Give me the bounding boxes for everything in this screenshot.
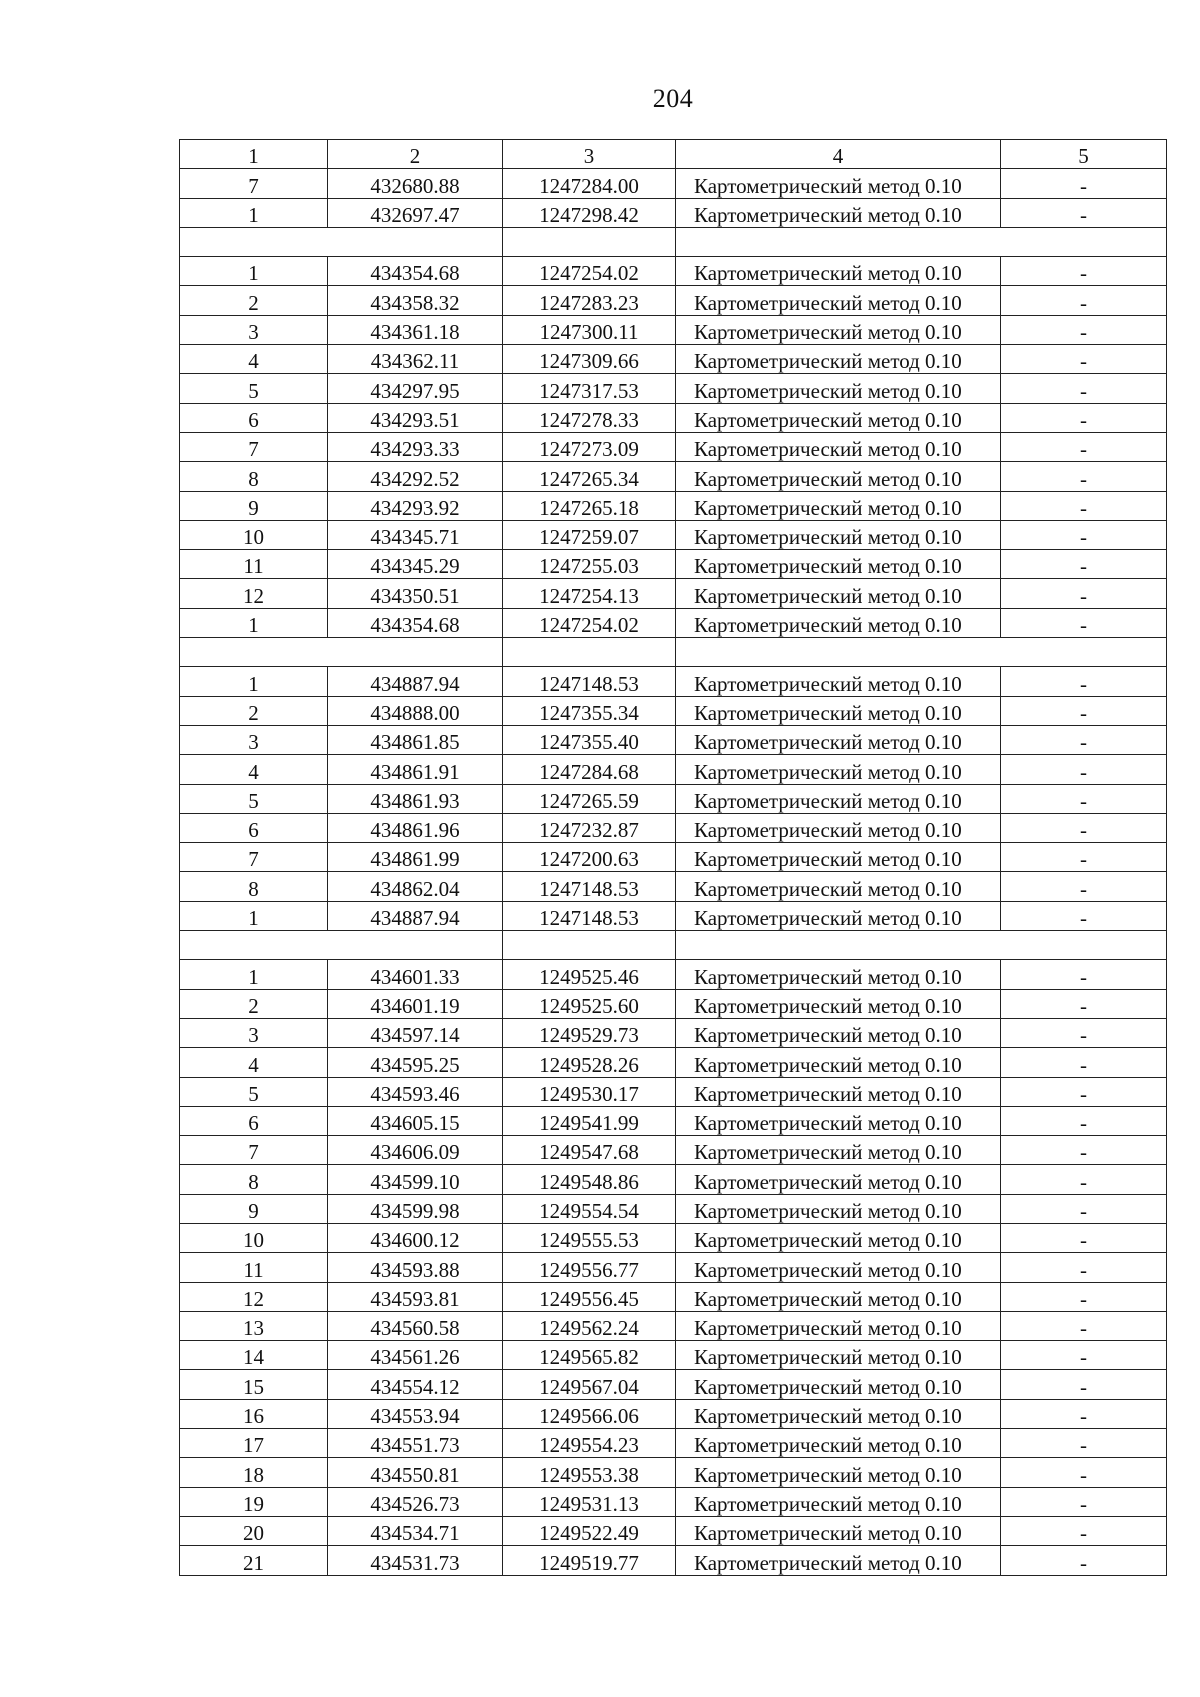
- method-cell: Картометрический метод 0.10: [676, 491, 1001, 520]
- y-coordinate-cell: 1247298.42: [503, 198, 676, 227]
- accuracy-cell: -: [1001, 579, 1167, 608]
- accuracy-cell: -: [1001, 1399, 1167, 1428]
- method-cell: Картометрический метод 0.10: [676, 784, 1001, 813]
- point-number-cell: 6: [180, 1106, 328, 1135]
- x-coordinate-cell: 434354.68: [328, 608, 503, 637]
- x-coordinate-cell: 434600.12: [328, 1223, 503, 1252]
- method-cell: Картометрический метод 0.10: [676, 813, 1001, 842]
- method-cell: Картометрический метод 0.10: [676, 960, 1001, 989]
- y-coordinate-cell: 1247148.53: [503, 901, 676, 930]
- y-coordinate-cell: 1247284.00: [503, 169, 676, 198]
- method-cell: Картометрический метод 0.10: [676, 1458, 1001, 1487]
- method-cell: Картометрический метод 0.10: [676, 755, 1001, 784]
- accuracy-cell: -: [1001, 872, 1167, 901]
- table-row: [180, 257, 1167, 286]
- table-header-row: [180, 140, 1167, 169]
- column-header: 2: [328, 140, 503, 169]
- x-coordinate-cell: 434599.98: [328, 1194, 503, 1223]
- point-number-cell: 12: [180, 579, 328, 608]
- empty-cell: [1001, 638, 1167, 667]
- point-number-cell: 3: [180, 315, 328, 344]
- method-cell: Картометрический метод 0.10: [676, 901, 1001, 930]
- y-coordinate-cell: 1247259.07: [503, 520, 676, 549]
- table-row: [180, 198, 1167, 227]
- empty-cell: [676, 227, 1001, 256]
- point-number-cell: 2: [180, 989, 328, 1018]
- accuracy-cell: -: [1001, 843, 1167, 872]
- y-coordinate-cell: 1249562.24: [503, 1311, 676, 1340]
- point-number-cell: 8: [180, 1165, 328, 1194]
- table-row: [180, 1136, 1167, 1165]
- empty-cell: [180, 638, 328, 667]
- method-cell: Картометрический метод 0.10: [676, 1048, 1001, 1077]
- table-row: [180, 345, 1167, 374]
- empty-cell: [180, 227, 328, 256]
- method-cell: Картометрический метод 0.10: [676, 315, 1001, 344]
- method-cell: Картометрический метод 0.10: [676, 1341, 1001, 1370]
- empty-cell: [676, 931, 1001, 960]
- table-row: [180, 1311, 1167, 1340]
- point-number-cell: 4: [180, 755, 328, 784]
- x-coordinate-cell: 432697.47: [328, 198, 503, 227]
- y-coordinate-cell: 1247232.87: [503, 813, 676, 842]
- method-cell: Картометрический метод 0.10: [676, 1136, 1001, 1165]
- point-number-cell: 5: [180, 784, 328, 813]
- table-row: [180, 1458, 1167, 1487]
- accuracy-cell: -: [1001, 1282, 1167, 1311]
- y-coordinate-cell: 1249528.26: [503, 1048, 676, 1077]
- x-coordinate-cell: 434887.94: [328, 901, 503, 930]
- x-coordinate-cell: 434292.52: [328, 462, 503, 491]
- x-coordinate-cell: 434861.91: [328, 755, 503, 784]
- accuracy-cell: -: [1001, 1223, 1167, 1252]
- point-number-cell: 1: [180, 198, 328, 227]
- table-row: [180, 1370, 1167, 1399]
- x-coordinate-cell: 434861.85: [328, 725, 503, 754]
- block-separator-row: [180, 638, 1167, 667]
- point-number-cell: 5: [180, 1077, 328, 1106]
- block-separator-row: [180, 931, 1167, 960]
- accuracy-cell: -: [1001, 1487, 1167, 1516]
- table-row: [180, 1341, 1167, 1370]
- x-coordinate-cell: 434345.29: [328, 550, 503, 579]
- y-coordinate-cell: 1247265.18: [503, 491, 676, 520]
- table-row: [180, 784, 1167, 813]
- x-coordinate-cell: 434560.58: [328, 1311, 503, 1340]
- x-coordinate-cell: 434293.33: [328, 432, 503, 461]
- method-cell: Картометрический метод 0.10: [676, 1223, 1001, 1252]
- point-number-cell: 11: [180, 550, 328, 579]
- method-cell: Картометрический метод 0.10: [676, 432, 1001, 461]
- table-row: [180, 286, 1167, 315]
- table-row: [180, 1194, 1167, 1223]
- table-row: [180, 169, 1167, 198]
- table-row: [180, 1165, 1167, 1194]
- accuracy-cell: -: [1001, 901, 1167, 930]
- point-number-cell: 4: [180, 1048, 328, 1077]
- method-cell: Картометрический метод 0.10: [676, 520, 1001, 549]
- point-number-cell: 1: [180, 960, 328, 989]
- accuracy-cell: -: [1001, 1136, 1167, 1165]
- y-coordinate-cell: 1249556.45: [503, 1282, 676, 1311]
- point-number-cell: 19: [180, 1487, 328, 1516]
- accuracy-cell: -: [1001, 784, 1167, 813]
- point-number-cell: 16: [180, 1399, 328, 1428]
- column-header: 5: [1001, 140, 1167, 169]
- y-coordinate-cell: 1249565.82: [503, 1341, 676, 1370]
- accuracy-cell: -: [1001, 1370, 1167, 1399]
- y-coordinate-cell: 1247283.23: [503, 286, 676, 315]
- table-row: [180, 1429, 1167, 1458]
- y-coordinate-cell: 1249519.77: [503, 1546, 676, 1575]
- accuracy-cell: -: [1001, 1194, 1167, 1223]
- empty-cell: [1001, 931, 1167, 960]
- table-row: [180, 667, 1167, 696]
- y-coordinate-cell: 1247254.02: [503, 608, 676, 637]
- y-coordinate-cell: 1249541.99: [503, 1106, 676, 1135]
- x-coordinate-cell: 434554.12: [328, 1370, 503, 1399]
- method-cell: Картометрический метод 0.10: [676, 374, 1001, 403]
- table-row: [180, 1077, 1167, 1106]
- accuracy-cell: -: [1001, 169, 1167, 198]
- method-cell: Картометрический метод 0.10: [676, 1194, 1001, 1223]
- point-number-cell: 1: [180, 667, 328, 696]
- point-number-cell: 12: [180, 1282, 328, 1311]
- y-coordinate-cell: 1249554.23: [503, 1429, 676, 1458]
- table-row: [180, 1018, 1167, 1047]
- method-cell: Картометрический метод 0.10: [676, 1165, 1001, 1194]
- table-row: [180, 843, 1167, 872]
- x-coordinate-cell: 434297.95: [328, 374, 503, 403]
- x-coordinate-cell: 434862.04: [328, 872, 503, 901]
- table-row: [180, 1106, 1167, 1135]
- accuracy-cell: -: [1001, 491, 1167, 520]
- y-coordinate-cell: 1249554.54: [503, 1194, 676, 1223]
- point-number-cell: 20: [180, 1516, 328, 1545]
- y-coordinate-cell: 1247273.09: [503, 432, 676, 461]
- x-coordinate-cell: 434561.26: [328, 1341, 503, 1370]
- accuracy-cell: -: [1001, 1546, 1167, 1575]
- accuracy-cell: -: [1001, 462, 1167, 491]
- x-coordinate-cell: 434601.33: [328, 960, 503, 989]
- x-coordinate-cell: 434599.10: [328, 1165, 503, 1194]
- y-coordinate-cell: 1247300.11: [503, 315, 676, 344]
- point-number-cell: 2: [180, 696, 328, 725]
- y-coordinate-cell: 1247278.33: [503, 403, 676, 432]
- point-number-cell: 7: [180, 1136, 328, 1165]
- y-coordinate-cell: 1249530.17: [503, 1077, 676, 1106]
- method-cell: Картометрический метод 0.10: [676, 1370, 1001, 1399]
- x-coordinate-cell: 434361.18: [328, 315, 503, 344]
- table-row: [180, 696, 1167, 725]
- table-row: [180, 520, 1167, 549]
- accuracy-cell: -: [1001, 960, 1167, 989]
- empty-cell: [503, 227, 676, 256]
- point-number-cell: 6: [180, 403, 328, 432]
- point-number-cell: 8: [180, 872, 328, 901]
- point-number-cell: 14: [180, 1341, 328, 1370]
- y-coordinate-cell: 1249566.06: [503, 1399, 676, 1428]
- y-coordinate-cell: 1247284.68: [503, 755, 676, 784]
- table-row: [180, 550, 1167, 579]
- accuracy-cell: -: [1001, 1429, 1167, 1458]
- y-coordinate-cell: 1247255.03: [503, 550, 676, 579]
- x-coordinate-cell: 434350.51: [328, 579, 503, 608]
- x-coordinate-cell: 434601.19: [328, 989, 503, 1018]
- empty-cell: [503, 638, 676, 667]
- method-cell: Картометрический метод 0.10: [676, 1311, 1001, 1340]
- method-cell: Картометрический метод 0.10: [676, 403, 1001, 432]
- table-row: [180, 491, 1167, 520]
- table-row: [180, 989, 1167, 1018]
- table-row: [180, 432, 1167, 461]
- accuracy-cell: -: [1001, 755, 1167, 784]
- x-coordinate-cell: 434526.73: [328, 1487, 503, 1516]
- accuracy-cell: -: [1001, 374, 1167, 403]
- method-cell: Картометрический метод 0.10: [676, 286, 1001, 315]
- accuracy-cell: -: [1001, 1048, 1167, 1077]
- x-coordinate-cell: 434362.11: [328, 345, 503, 374]
- point-number-cell: 9: [180, 1194, 328, 1223]
- y-coordinate-cell: 1247148.53: [503, 872, 676, 901]
- x-coordinate-cell: 434531.73: [328, 1546, 503, 1575]
- empty-cell: [328, 227, 503, 256]
- x-coordinate-cell: 434861.93: [328, 784, 503, 813]
- method-cell: Картометрический метод 0.10: [676, 843, 1001, 872]
- method-cell: Картометрический метод 0.10: [676, 169, 1001, 198]
- point-number-cell: 3: [180, 725, 328, 754]
- point-number-cell: 10: [180, 1223, 328, 1252]
- table-row: [180, 1048, 1167, 1077]
- point-number-cell: 3: [180, 1018, 328, 1047]
- accuracy-cell: -: [1001, 1311, 1167, 1340]
- point-number-cell: 11: [180, 1253, 328, 1282]
- y-coordinate-cell: 1249548.86: [503, 1165, 676, 1194]
- accuracy-cell: -: [1001, 725, 1167, 754]
- table-row: [180, 960, 1167, 989]
- method-cell: Картометрический метод 0.10: [676, 345, 1001, 374]
- table-row: [180, 1546, 1167, 1575]
- accuracy-cell: -: [1001, 813, 1167, 842]
- column-header: 4: [676, 140, 1001, 169]
- y-coordinate-cell: 1247317.53: [503, 374, 676, 403]
- point-number-cell: 1: [180, 901, 328, 930]
- accuracy-cell: -: [1001, 667, 1167, 696]
- accuracy-cell: -: [1001, 315, 1167, 344]
- x-coordinate-cell: 434550.81: [328, 1458, 503, 1487]
- method-cell: Картометрический метод 0.10: [676, 1487, 1001, 1516]
- x-coordinate-cell: 434358.32: [328, 286, 503, 315]
- x-coordinate-cell: 434888.00: [328, 696, 503, 725]
- table-row: [180, 901, 1167, 930]
- empty-cell: [503, 931, 676, 960]
- x-coordinate-cell: 434534.71: [328, 1516, 503, 1545]
- method-cell: Картометрический метод 0.10: [676, 462, 1001, 491]
- accuracy-cell: -: [1001, 550, 1167, 579]
- x-coordinate-cell: 434293.92: [328, 491, 503, 520]
- method-cell: Картометрический метод 0.10: [676, 608, 1001, 637]
- accuracy-cell: -: [1001, 989, 1167, 1018]
- x-coordinate-cell: 434553.94: [328, 1399, 503, 1428]
- accuracy-cell: -: [1001, 1018, 1167, 1047]
- method-cell: Картометрический метод 0.10: [676, 1018, 1001, 1047]
- column-header: 3: [503, 140, 676, 169]
- x-coordinate-cell: 434605.15: [328, 1106, 503, 1135]
- table-row: [180, 374, 1167, 403]
- y-coordinate-cell: 1247309.66: [503, 345, 676, 374]
- point-number-cell: 7: [180, 432, 328, 461]
- column-header: 1: [180, 140, 328, 169]
- x-coordinate-cell: 434597.14: [328, 1018, 503, 1047]
- y-coordinate-cell: 1249556.77: [503, 1253, 676, 1282]
- empty-cell: [328, 931, 503, 960]
- point-number-cell: 15: [180, 1370, 328, 1399]
- accuracy-cell: -: [1001, 198, 1167, 227]
- y-coordinate-cell: 1249553.38: [503, 1458, 676, 1487]
- method-cell: Картометрический метод 0.10: [676, 257, 1001, 286]
- point-number-cell: 7: [180, 169, 328, 198]
- y-coordinate-cell: 1247265.34: [503, 462, 676, 491]
- empty-cell: [1001, 227, 1167, 256]
- x-coordinate-cell: 434551.73: [328, 1429, 503, 1458]
- point-number-cell: 2: [180, 286, 328, 315]
- method-cell: Картометрический метод 0.10: [676, 1282, 1001, 1311]
- method-cell: Картометрический метод 0.10: [676, 579, 1001, 608]
- point-number-cell: 4: [180, 345, 328, 374]
- y-coordinate-cell: 1247265.59: [503, 784, 676, 813]
- method-cell: Картометрический метод 0.10: [676, 1106, 1001, 1135]
- point-number-cell: 17: [180, 1429, 328, 1458]
- table-row: [180, 1253, 1167, 1282]
- table-row: [180, 1399, 1167, 1428]
- y-coordinate-cell: 1249555.53: [503, 1223, 676, 1252]
- method-cell: Картометрический метод 0.10: [676, 1077, 1001, 1106]
- y-coordinate-cell: 1249525.46: [503, 960, 676, 989]
- x-coordinate-cell: 432680.88: [328, 169, 503, 198]
- table-row: [180, 813, 1167, 842]
- point-number-cell: 6: [180, 813, 328, 842]
- accuracy-cell: -: [1001, 345, 1167, 374]
- table-row: [180, 608, 1167, 637]
- method-cell: Картометрический метод 0.10: [676, 1429, 1001, 1458]
- method-cell: Картометрический метод 0.10: [676, 872, 1001, 901]
- method-cell: Картометрический метод 0.10: [676, 667, 1001, 696]
- y-coordinate-cell: 1247355.34: [503, 696, 676, 725]
- y-coordinate-cell: 1249547.68: [503, 1136, 676, 1165]
- x-coordinate-cell: 434606.09: [328, 1136, 503, 1165]
- method-cell: Картометрический метод 0.10: [676, 1516, 1001, 1545]
- page-number: 204: [652, 84, 694, 113]
- y-coordinate-cell: 1249529.73: [503, 1018, 676, 1047]
- point-number-cell: 5: [180, 374, 328, 403]
- table-row: [180, 579, 1167, 608]
- accuracy-cell: -: [1001, 1106, 1167, 1135]
- point-number-cell: 18: [180, 1458, 328, 1487]
- block-separator-row: [180, 227, 1167, 256]
- y-coordinate-cell: 1249567.04: [503, 1370, 676, 1399]
- x-coordinate-cell: 434593.88: [328, 1253, 503, 1282]
- table-row: [180, 872, 1167, 901]
- accuracy-cell: -: [1001, 1458, 1167, 1487]
- y-coordinate-cell: 1247254.13: [503, 579, 676, 608]
- table-row: [180, 1223, 1167, 1252]
- accuracy-cell: -: [1001, 257, 1167, 286]
- y-coordinate-cell: 1247355.40: [503, 725, 676, 754]
- y-coordinate-cell: 1249522.49: [503, 1516, 676, 1545]
- x-coordinate-cell: 434593.81: [328, 1282, 503, 1311]
- table-row: [180, 403, 1167, 432]
- accuracy-cell: -: [1001, 432, 1167, 461]
- accuracy-cell: -: [1001, 1253, 1167, 1282]
- method-cell: Картометрический метод 0.10: [676, 725, 1001, 754]
- y-coordinate-cell: 1247254.02: [503, 257, 676, 286]
- point-number-cell: 1: [180, 257, 328, 286]
- empty-cell: [676, 638, 1001, 667]
- table-row: [180, 755, 1167, 784]
- accuracy-cell: -: [1001, 1165, 1167, 1194]
- method-cell: Картометрический метод 0.10: [676, 550, 1001, 579]
- accuracy-cell: -: [1001, 1341, 1167, 1370]
- point-number-cell: 8: [180, 462, 328, 491]
- empty-cell: [180, 931, 328, 960]
- y-coordinate-cell: 1247148.53: [503, 667, 676, 696]
- method-cell: Картометрический метод 0.10: [676, 1546, 1001, 1575]
- x-coordinate-cell: 434293.51: [328, 403, 503, 432]
- accuracy-cell: -: [1001, 286, 1167, 315]
- x-coordinate-cell: 434345.71: [328, 520, 503, 549]
- coordinates-table: [179, 139, 1167, 1576]
- method-cell: Картометрический метод 0.10: [676, 1253, 1001, 1282]
- point-number-cell: 1: [180, 608, 328, 637]
- y-coordinate-cell: 1247200.63: [503, 843, 676, 872]
- y-coordinate-cell: 1249525.60: [503, 989, 676, 1018]
- accuracy-cell: -: [1001, 608, 1167, 637]
- table-row: [180, 1516, 1167, 1545]
- x-coordinate-cell: 434861.96: [328, 813, 503, 842]
- method-cell: Картометрический метод 0.10: [676, 1399, 1001, 1428]
- table-row: [180, 1487, 1167, 1516]
- point-number-cell: 21: [180, 1546, 328, 1575]
- table-row: [180, 315, 1167, 344]
- x-coordinate-cell: 434595.25: [328, 1048, 503, 1077]
- x-coordinate-cell: 434887.94: [328, 667, 503, 696]
- y-coordinate-cell: 1249531.13: [503, 1487, 676, 1516]
- table-row: [180, 1282, 1167, 1311]
- method-cell: Картометрический метод 0.10: [676, 989, 1001, 1018]
- accuracy-cell: -: [1001, 696, 1167, 725]
- x-coordinate-cell: 434861.99: [328, 843, 503, 872]
- point-number-cell: 7: [180, 843, 328, 872]
- table-body: [180, 169, 1167, 1575]
- method-cell: Картометрический метод 0.10: [676, 696, 1001, 725]
- point-number-cell: 10: [180, 520, 328, 549]
- accuracy-cell: -: [1001, 403, 1167, 432]
- empty-cell: [328, 638, 503, 667]
- table-row: [180, 462, 1167, 491]
- x-coordinate-cell: 434354.68: [328, 257, 503, 286]
- point-number-cell: 9: [180, 491, 328, 520]
- accuracy-cell: -: [1001, 520, 1167, 549]
- table-row: [180, 725, 1167, 754]
- x-coordinate-cell: 434593.46: [328, 1077, 503, 1106]
- method-cell: Картометрический метод 0.10: [676, 198, 1001, 227]
- point-number-cell: 13: [180, 1311, 328, 1340]
- accuracy-cell: -: [1001, 1077, 1167, 1106]
- accuracy-cell: -: [1001, 1516, 1167, 1545]
